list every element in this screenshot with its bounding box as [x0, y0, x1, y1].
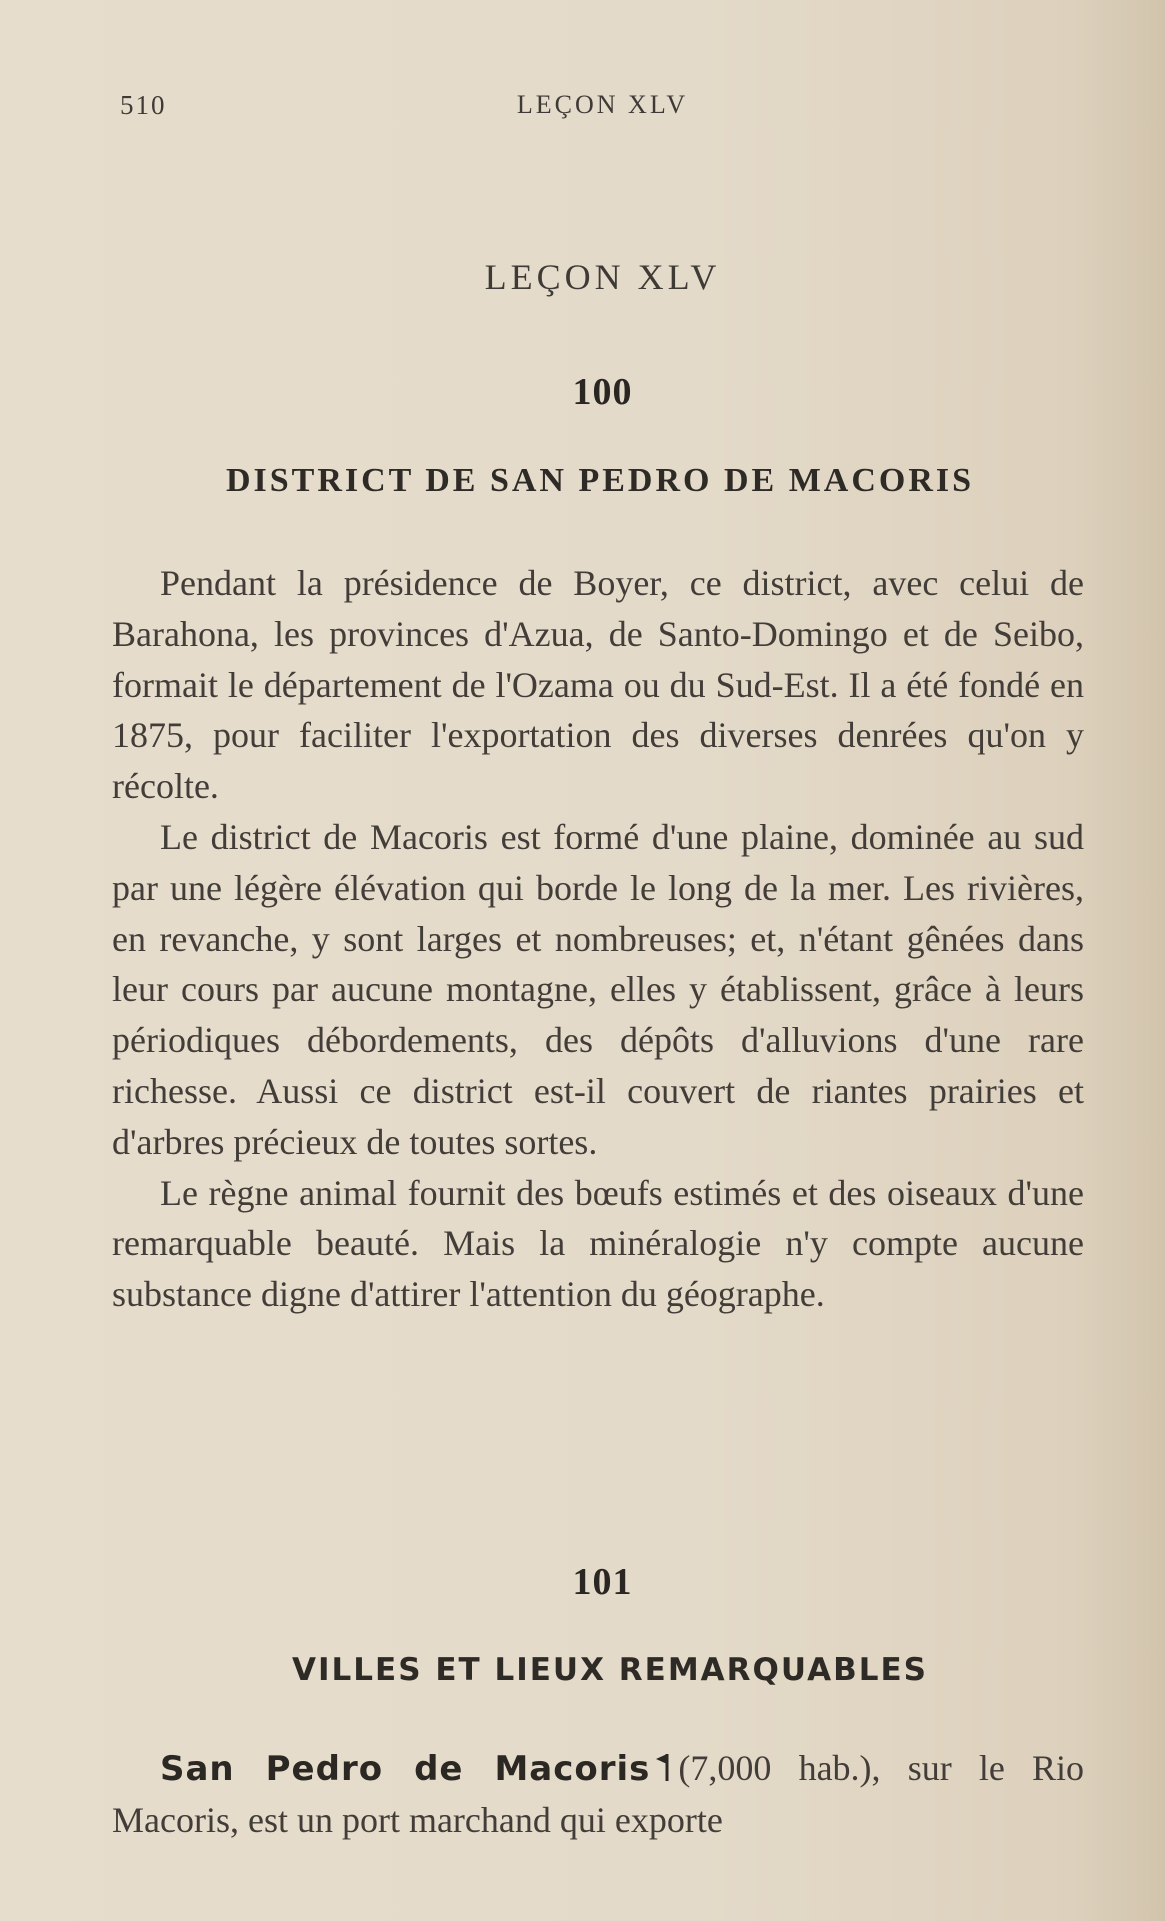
- entry-name: San Pedro de Macoris: [160, 1749, 651, 1789]
- page-number: 510: [120, 90, 167, 120]
- running-head: [120, 90, 1085, 130]
- paragraph: [112, 1743, 1084, 1846]
- section-number-101: 101: [572, 1561, 633, 1603]
- port-flag-icon: [654, 1752, 672, 1782]
- section-101-text: [112, 1743, 1084, 1846]
- running-title: LEÇON XLV: [516, 90, 689, 119]
- paragraph: Le district de Macoris est formé d'une plaine, dominée au sud par une légère élévation qui borde le long de la mer. Les rivières, en revanche, y sont larges et nombreuses; et, n'étant gênées dans leur cours par aucune montagne, elles y établissent, grâce à leurs périodiques débordements, des dépôts d'alluvions d'une rare richesse. Aussi ce district est-il couvert de riantes prairies et d'arbres précieux de toutes sortes.: [112, 816, 1084, 1162]
- entry-text: (7,000 hab.), sur le Rio Macoris, est un port marchand qui exporte: [112, 1748, 1085, 1840]
- lesson-title: LEÇON XLV: [484, 257, 721, 297]
- section-100-text: [112, 558, 1084, 1320]
- section-heading-101: VILLES ET LIEUX REMARQUABLES: [292, 1652, 928, 1688]
- section-number-100: 100: [572, 371, 633, 413]
- section-heading-100: DISTRICT DE SAN PEDRO DE MACORIS: [225, 462, 975, 499]
- paragraph: Pendant la présidence de Boyer, ce district, avec celui de Barahona, les provinces d'Azua, de Santo-Domingo et de Seibo, formait le département de l'Ozama ou du Sud-Est. Il a été fondé en 1875, pour faciliter l'exportation des diverses denrées qu'on y récolte.: [112, 563, 1084, 807]
- paragraph: Le règne animal fournit des bœufs estimés et des oiseaux d'une remarquable beauté. Mais la minéralogie n'y compte aucune substance digne d'attirer l'attention du géographe.: [112, 1172, 1084, 1315]
